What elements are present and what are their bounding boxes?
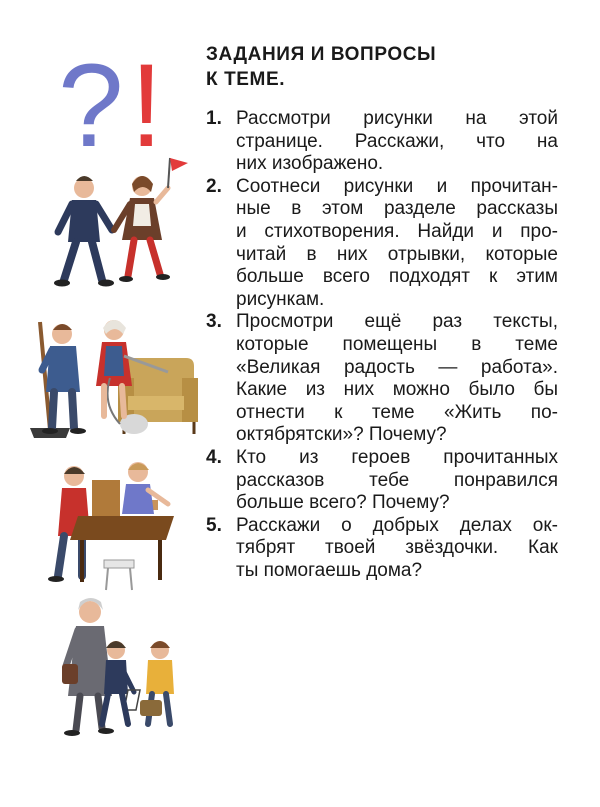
task-text-line: ты помогаешь дома?	[236, 559, 423, 581]
task-text-line: октябрятски»? Почему?	[236, 424, 447, 446]
task-number: 2.	[206, 175, 222, 197]
task-number: 1.	[206, 108, 222, 129]
task-text-line: рассказов тебе понравился	[236, 469, 558, 491]
task-text-line: больше всего подходят к этим	[236, 266, 558, 288]
task-text-line: которые помещены в теме	[236, 333, 558, 355]
heading-line-2: К ТЕМЕ.	[206, 69, 286, 90]
illustration-children-cleaning	[30, 320, 198, 438]
illustration-column	[0, 0, 200, 807]
task-number: 3.	[206, 311, 222, 333]
heading-line-1: ЗАДАНИЯ И ВОПРОСЫ	[206, 44, 437, 65]
task-text	[236, 447, 558, 515]
task-number: 5.	[206, 514, 222, 536]
exclamation-mark-symbol: !	[130, 40, 163, 172]
task-text-line: больше всего? Почему?	[236, 492, 450, 514]
task-text-line: Расскажи о добрых делах ок-	[236, 514, 558, 536]
task-text	[236, 176, 558, 312]
task-item	[206, 108, 558, 176]
section-heading	[206, 42, 558, 92]
task-text-line: Кто из героев прочитанных	[236, 446, 558, 468]
task-item	[206, 447, 558, 515]
task-text	[236, 311, 558, 447]
task-text-line: отнести к теме «Жить по-	[236, 401, 558, 423]
illustration-children-woodwork	[48, 462, 174, 590]
task-text-line: читай в них отрывки, которые	[236, 243, 558, 265]
task-list	[206, 108, 558, 582]
task-item	[206, 515, 558, 583]
question-mark-symbol: ?	[58, 40, 124, 172]
task-text-line: «Великая радость — работа».	[236, 356, 558, 378]
task-text-line: них изображено.	[236, 153, 384, 175]
task-text-line: и стихотворения. Найди и про-	[236, 220, 558, 242]
illustration-children-with-flag	[54, 158, 188, 287]
task-number: 4.	[206, 446, 222, 468]
task-text	[236, 108, 558, 176]
task-text-line: рисункам.	[236, 288, 325, 310]
task-item	[206, 311, 558, 447]
illustration-children-helping-grandmother	[62, 598, 174, 736]
task-text-line: странице. Расскажи, что на	[236, 130, 558, 152]
task-text	[236, 515, 558, 583]
task-text-line: ные в этом разделе рассказы	[236, 198, 558, 220]
task-text-line: Соотнеси рисунки и прочитан-	[236, 175, 558, 197]
task-text-line: Какие из них можно было бы	[236, 379, 558, 401]
tasks-section	[206, 42, 558, 582]
task-text-line: тябрят твоей звёздочки. Как	[236, 537, 558, 559]
task-text-line: Просмотри ещё раз тексты,	[236, 311, 558, 333]
task-item	[206, 176, 558, 312]
task-text-line: Рассмотри рисунки на этой	[236, 108, 558, 129]
